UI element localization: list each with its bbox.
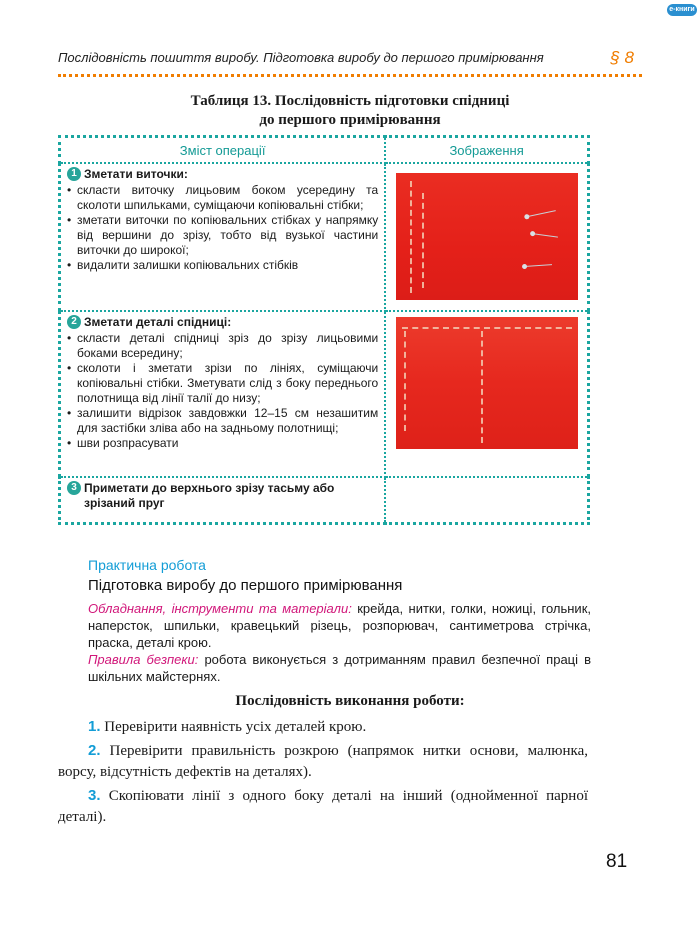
running-header [58,48,642,70]
work-step-number: 3. [88,787,101,804]
column-header-image: Зображення [385,137,588,164]
step-heading [67,315,378,330]
work-step-text: Скопіювати лінії з одного боку деталі на інший (однойменної парної деталі). [58,788,588,825]
page-number: 81 [606,851,628,872]
bullet-list [67,183,378,273]
table-header-row [60,137,589,164]
skirt-seam-photo [396,317,578,449]
list-item: • шви розпрасувати [67,436,378,451]
work-step-number: 1. [88,718,101,735]
list-item: • видалити залишки копіювальних стібків [67,258,378,273]
column-header-content: Зміст операції [60,137,386,164]
work-step [58,716,588,738]
equipment-text: крейда, нитки, голки, ножиці, гольник, наперсток, шпильки, кравецький різець, розпорювач, сантиметрова стрічка, праска, деталі крою. [88,601,591,650]
work-step-text: Перевірити наявність усіх деталей крою. [100,719,367,735]
pin-icon [528,210,556,217]
practical-work-title: Підготовка виробу до першого примірювання [88,577,403,594]
table-title-line1: Таблиця 13. Послідовність підготовки спідниці [190,93,510,109]
step-title: Зметати виточки: [84,167,188,181]
practical-work-label: Практична робота [88,557,206,573]
safety-paragraph [88,651,591,685]
basting-stitch-line [410,181,412,293]
section-mark: § 8 [610,48,634,67]
pin-icon [526,264,552,267]
table-title [58,92,642,130]
sequence-title: Послідовність виконання роботи: [235,693,465,709]
step-heading [67,167,378,182]
step-number-badge: 2 [67,315,81,329]
table-row [60,311,589,477]
image-cell [385,163,588,311]
operation-cell [60,477,386,524]
equipment-label: Обладнання, інструменти та матеріали: [88,601,352,616]
list-item: • залишити відрізок завдовжки 12–15 см незашитим для застібки зліва або на задньому полотнищі; [67,406,378,436]
basting-stitch-line [402,327,572,329]
work-step [58,740,588,783]
image-cell-empty [385,477,588,524]
list-item: • скласти деталі спідниці зріз до зрізу лицьовими боками всередину; [67,331,378,361]
table-title-line2: до першого примірювання [259,112,441,128]
list-item: • скласти виточку лицьовим боком усередину та сколоти шпильками, суміщаючи копіювальні стібки; [67,183,378,213]
pin-icon [534,233,558,237]
safety-text: робота виконується з дотриманням правил безпечної праці в шкільних майстернях. [88,652,591,684]
operation-cell [60,311,386,477]
image-cell [385,311,588,477]
step-heading [67,481,378,511]
step-number-badge: 1 [67,167,81,181]
equipment-paragraph [88,600,591,651]
table-row [60,163,589,311]
basting-stitch-line [422,193,424,288]
header-divider [58,74,642,77]
work-step [58,785,588,828]
work-step-text: Перевірити правильність розкрою (напрямок нитки основи, малюнка, ворсу, відсутність дефектів на деталях). [58,743,588,780]
operations-table [58,135,590,525]
safety-label: Правила безпеки: [88,652,199,667]
list-item: • сколоти і зметати зрізи по лініях, суміщаючи копіювальні стібки. Зметувати слід з боку переднього полотнища від лінії талії до низу; [67,361,378,406]
bullet-list [67,331,378,451]
basting-stitch-line [481,331,483,443]
step-number-badge: 3 [67,481,81,495]
header-title: Послідовність пошиття виробу. Підготовка виробу до першого примірювання [58,50,544,65]
work-step-number: 2. [88,742,101,759]
operation-cell [60,163,386,311]
basting-stitch-line [404,331,406,431]
publisher-logo: e-книги [667,4,697,16]
step-title: Приметати до верхнього зрізу тасьму або зрізаний пруг [84,481,335,510]
fabric-darts-photo [396,173,578,300]
list-item: • зметати виточки по копіювальних стібках у напрямку від вершини до зрізу, тобто від вузької частини виточки до широкої; [67,213,378,258]
step-title: Зметати деталі спідниці: [84,315,232,329]
table-row [60,477,589,524]
